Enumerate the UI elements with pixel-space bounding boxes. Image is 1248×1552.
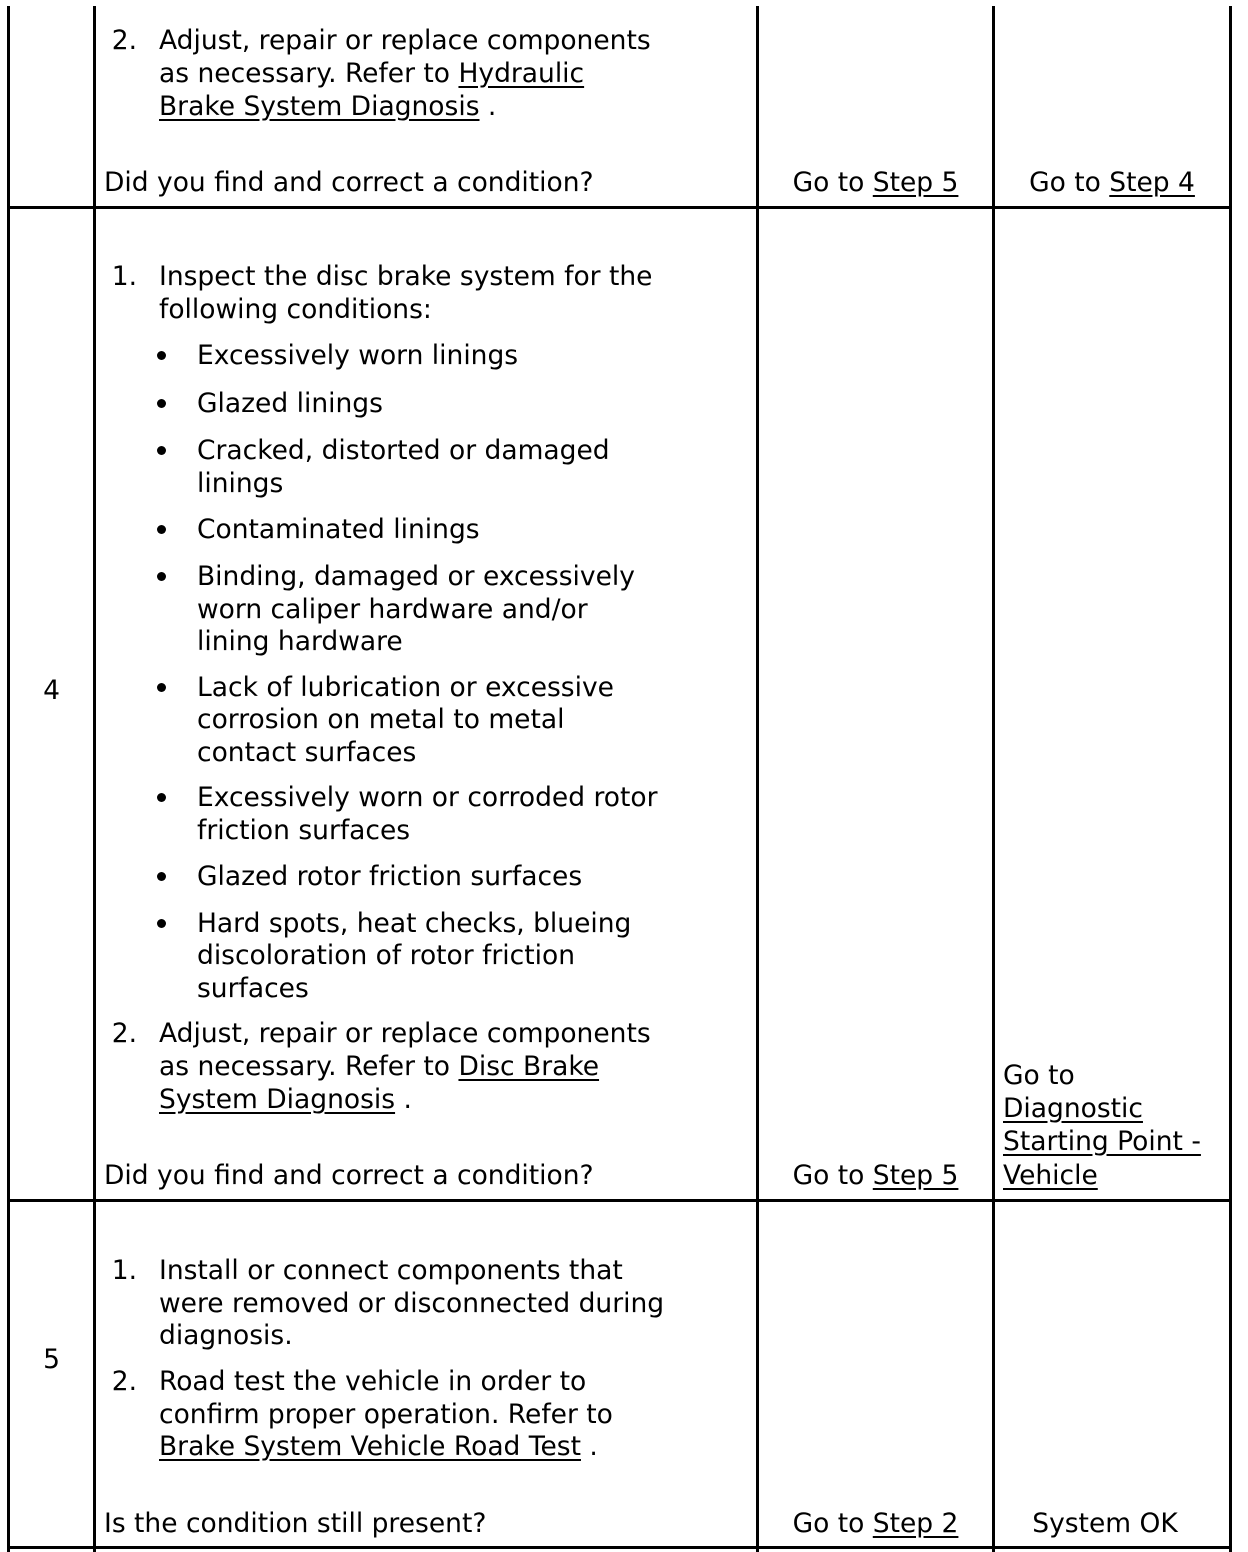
disc-brake-diagnosis-link[interactable]: System Diagnosis (159, 1084, 396, 1115)
no-action-text: System OK (1032, 1508, 1178, 1539)
condition-item: corrosion on metal to metal (197, 704, 565, 735)
step-number: 4 (43, 675, 60, 706)
instruction-text: were removed or disconnected during (159, 1288, 665, 1319)
column-divider-2 (756, 6, 759, 1552)
list-number: 1. (111, 261, 137, 292)
instruction-text: Brake System Diagnosis . (159, 91, 497, 122)
bullet-icon (157, 525, 166, 534)
condition-item: Hard spots, heat checks, blueing (197, 908, 632, 939)
column-divider-3 (992, 6, 995, 1552)
instruction-text: Brake System Vehicle Road Test . (159, 1431, 598, 1462)
diagnostic-starting-point-link[interactable]: Starting Point - (1003, 1126, 1201, 1157)
step-number: 5 (43, 1344, 60, 1375)
no-action: Go to Step 4 (1029, 167, 1195, 198)
table-border-right (1229, 6, 1232, 1552)
go-to-step-5-link[interactable]: Step 5 (872, 1160, 959, 1191)
instruction-text: as necessary. Refer to Hydraulic (159, 58, 585, 89)
road-test-link[interactable]: Brake System Vehicle Road Test (159, 1431, 581, 1462)
condition-item: Glazed linings (197, 388, 383, 419)
instruction-text: Install or connect components that (159, 1255, 623, 1286)
instruction-text: Road test the vehicle in order to (159, 1366, 587, 1397)
bullet-icon (157, 683, 166, 692)
condition-item: contact surfaces (197, 737, 417, 768)
diagnostic-starting-point-link[interactable]: Vehicle (1003, 1160, 1098, 1191)
condition-item: Cracked, distorted or damaged (197, 435, 610, 466)
instruction-text: following conditions: (159, 294, 432, 325)
instruction-text: Adjust, repair or replace components (159, 1018, 651, 1049)
bullet-icon (157, 872, 166, 881)
bullet-icon (157, 446, 166, 455)
list-number: 2. (111, 1366, 137, 1397)
instruction-text: as necessary. Refer to Disc Brake (159, 1051, 600, 1082)
column-divider-1 (93, 6, 96, 1552)
question-text: Is the condition still present? (104, 1508, 487, 1539)
disc-brake-diagnosis-link[interactable]: Disc Brake (458, 1051, 600, 1082)
instruction-text: Adjust, repair or replace components (159, 25, 651, 56)
bullet-icon (157, 919, 166, 928)
condition-item: Contaminated linings (197, 514, 480, 545)
bullet-icon (157, 572, 166, 581)
go-to-step-5-link[interactable]: Step 5 (872, 167, 959, 198)
condition-item: worn caliper hardware and/or (197, 594, 588, 625)
instruction-text: diagnosis. (159, 1320, 293, 1351)
table-border-bottom (7, 1546, 1232, 1549)
go-to-step-2-link[interactable]: Step 2 (872, 1508, 959, 1539)
question-text: Did you find and correct a condition? (104, 167, 594, 198)
condition-item: Excessively worn linings (197, 340, 519, 371)
bullet-icon (157, 793, 166, 802)
yes-action: Go to Step 5 (792, 1160, 959, 1191)
row-divider-1 (7, 206, 1232, 209)
condition-item: friction surfaces (197, 815, 411, 846)
condition-item: linings (197, 468, 284, 499)
list-number: 2. (111, 25, 137, 56)
bullet-icon (157, 351, 166, 360)
go-to-step-4-link[interactable]: Step 4 (1109, 167, 1195, 198)
table-border-left (7, 6, 10, 1552)
condition-item: Glazed rotor friction surfaces (197, 861, 583, 892)
row-divider-2 (7, 1199, 1232, 1202)
instruction-text: confirm proper operation. Refer to (159, 1399, 613, 1430)
instruction-text: Inspect the disc brake system for the (159, 261, 653, 292)
hydraulic-brake-link[interactable]: Hydraulic (458, 58, 585, 89)
question-text: Did you find and correct a condition? (104, 1160, 594, 1191)
bullet-icon (157, 399, 166, 408)
condition-item: lining hardware (197, 626, 403, 657)
condition-item: Binding, damaged or excessively (197, 561, 635, 592)
list-number: 2. (111, 1018, 137, 1049)
condition-item: Excessively worn or corroded rotor (197, 782, 658, 813)
yes-action: Go to Step 5 (792, 167, 959, 198)
list-number: 1. (111, 1255, 137, 1286)
diagnostic-starting-point-link[interactable]: Diagnostic (1003, 1093, 1143, 1124)
condition-item: surfaces (197, 973, 309, 1004)
instruction-text: System Diagnosis . (159, 1084, 412, 1115)
condition-item: discoloration of rotor friction (197, 940, 576, 971)
no-action-text: Go to (1003, 1060, 1075, 1091)
yes-action: Go to Step 2 (792, 1508, 959, 1539)
hydraulic-brake-link[interactable]: Brake System Diagnosis (159, 91, 480, 122)
condition-item: Lack of lubrication or excessive (197, 672, 614, 703)
